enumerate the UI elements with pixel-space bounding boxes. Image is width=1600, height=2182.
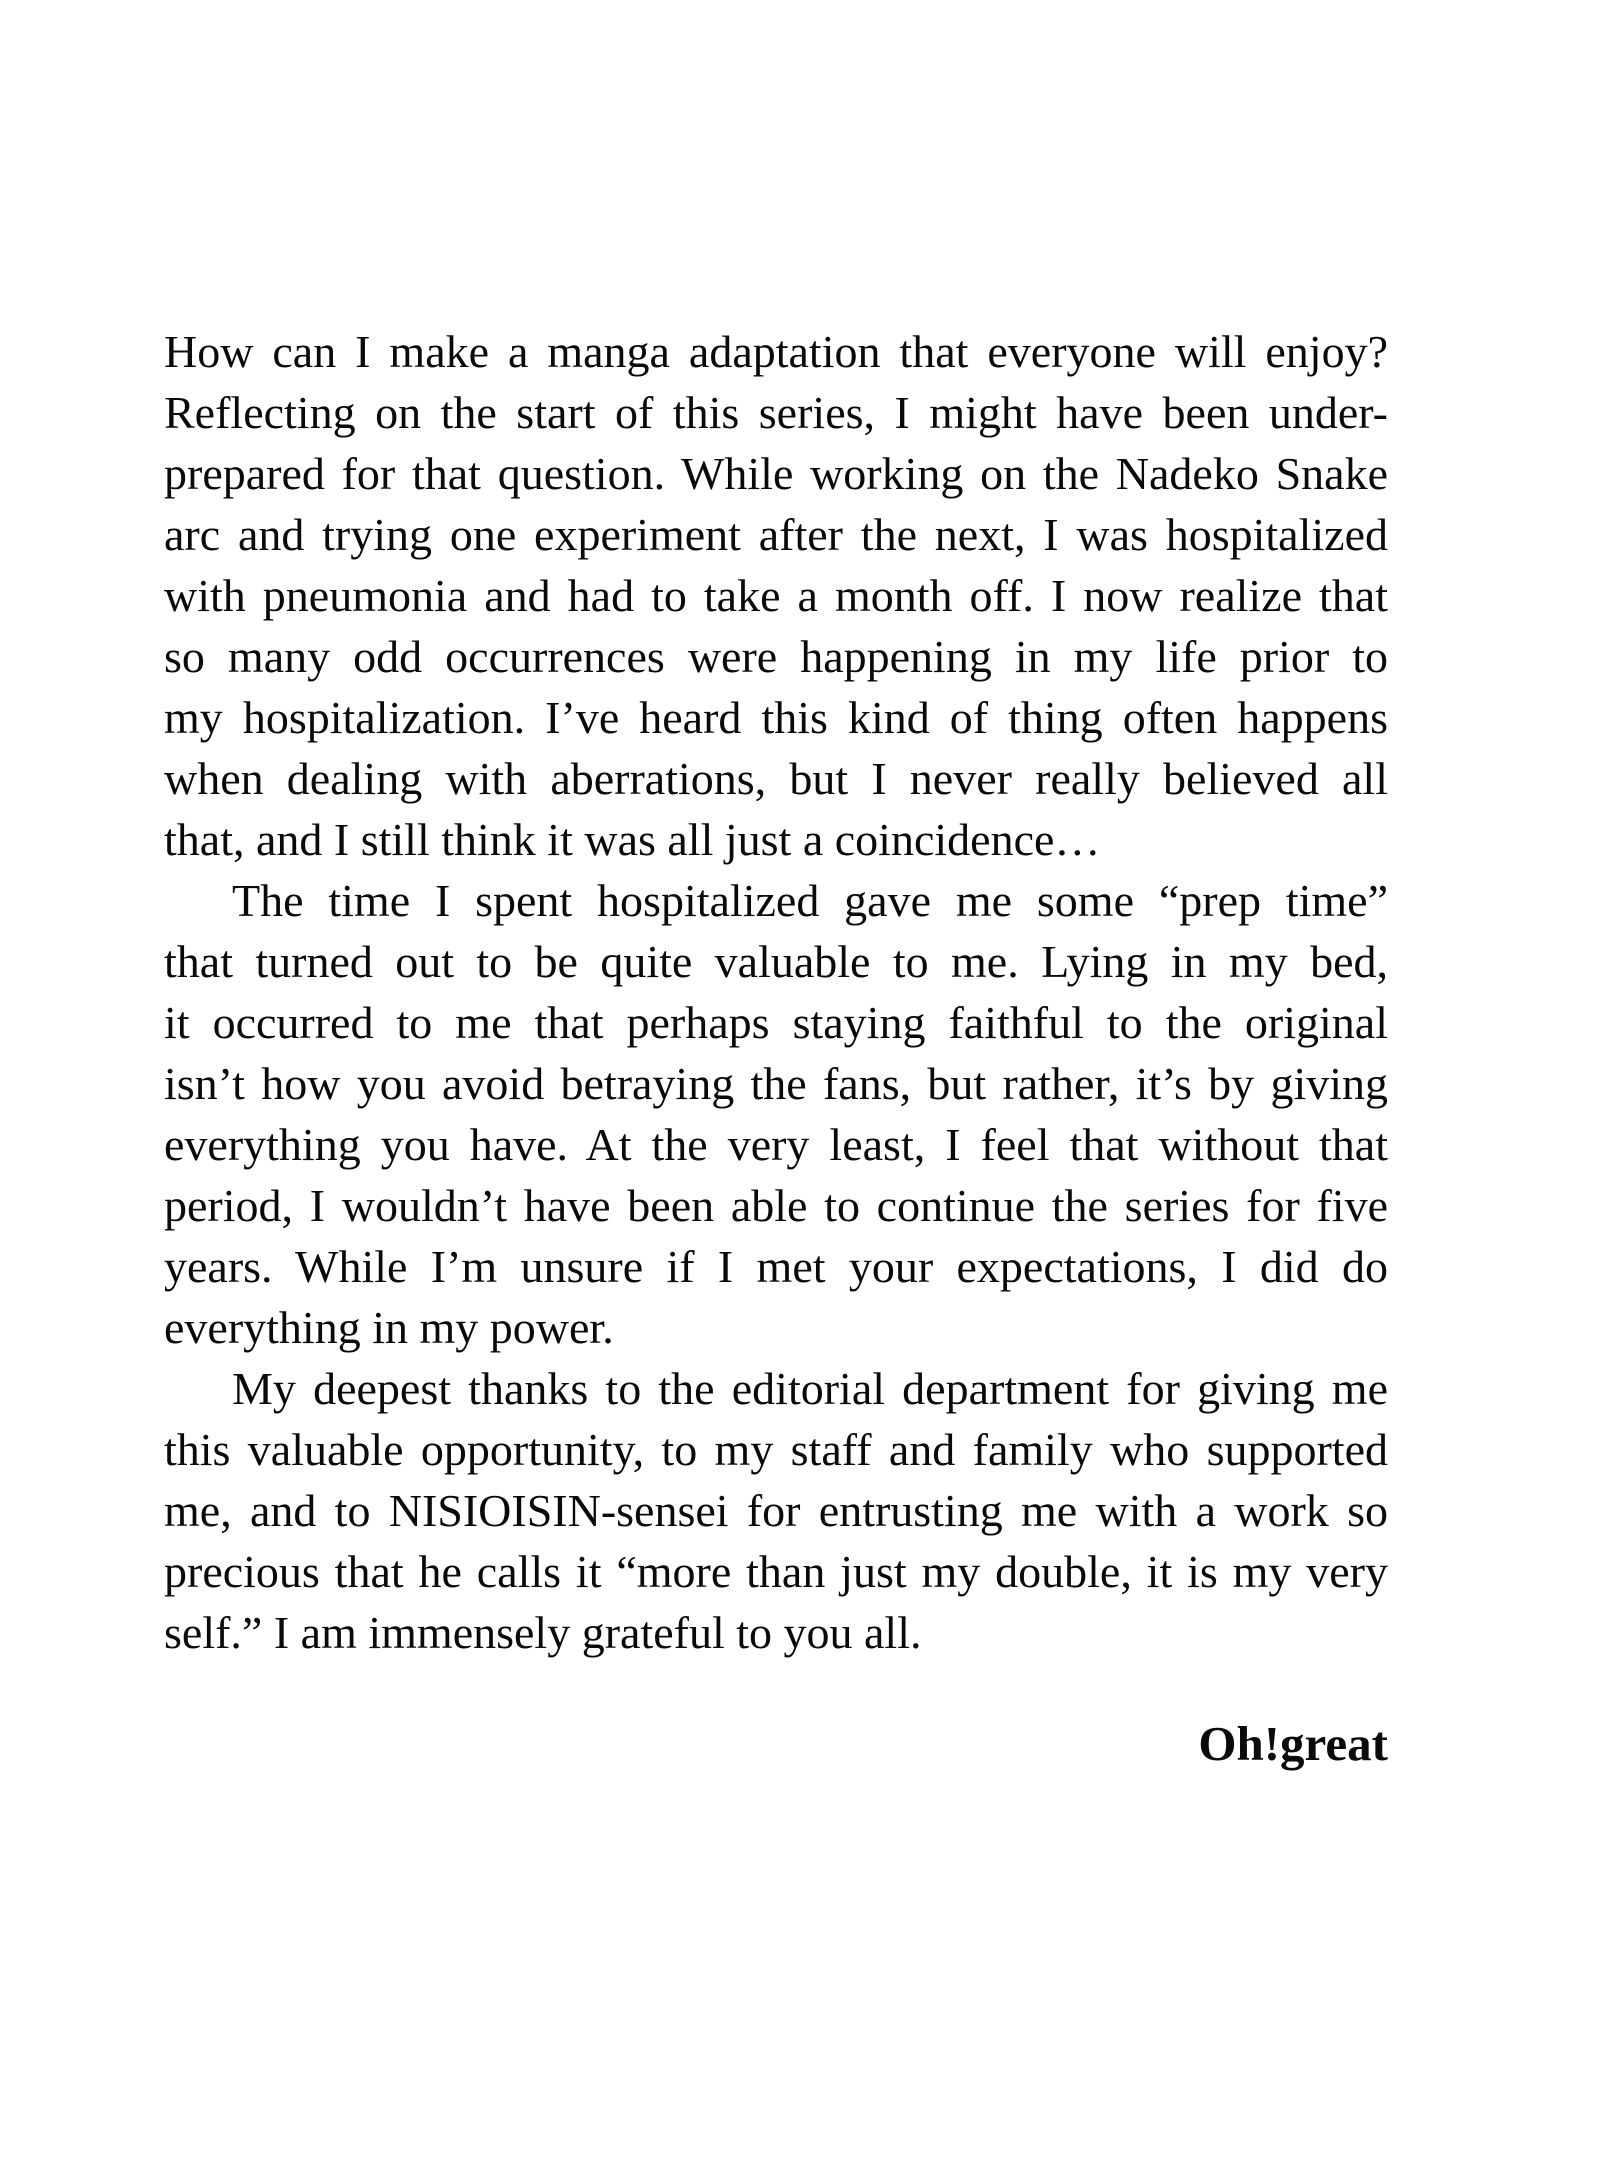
text-line: that turned out to be quite valuable to me. Lying in my bed,: [164, 936, 1388, 987]
text-line: Reflecting on the start of this series, I might have been under-: [164, 387, 1388, 438]
paragraph: [164, 870, 1388, 1358]
text-line: everything you have. At the very least, I feel that without that: [164, 1119, 1388, 1170]
text-line: How can I make a manga adaptation that everyone will enjoy?: [164, 326, 1388, 377]
text-line: it occurred to me that perhaps staying faithful to the original: [164, 997, 1388, 1048]
text-line: with pneumonia and had to take a month off. I now realize that: [164, 570, 1388, 621]
text-line: everything in my power.: [164, 1302, 614, 1353]
text-line: my hospitalization. I’ve heard this kind of thing often happens: [164, 692, 1388, 743]
text-line: precious that he calls it “more than just my double, it is my very: [164, 1546, 1388, 1597]
text-line: so many odd occurrences were happening in my life prior to: [164, 631, 1388, 682]
text-line: me, and to NISIOISIN-sensei for entrusting me with a work so: [164, 1485, 1388, 1536]
text-line: The time I spent hospitalized gave me some “prep time”: [232, 875, 1388, 926]
author-signature: Oh!great: [1198, 1716, 1388, 1771]
text-line: arc and trying one experiment after the next, I was hospitalized: [164, 509, 1388, 560]
paragraph: [164, 1358, 1388, 1663]
text-line: My deepest thanks to the editorial department for giving me: [232, 1363, 1388, 1414]
text-line: when dealing with aberrations, but I never really believed all: [164, 753, 1388, 804]
text-line: that, and I still think it was all just a coincidence…: [164, 814, 1101, 865]
text-line: this valuable opportunity, to my staff and family who supported: [164, 1424, 1388, 1475]
text-line: period, I wouldn’t have been able to continue the series for five: [164, 1180, 1388, 1231]
text-block: [164, 321, 1388, 1774]
text-line: isn’t how you avoid betraying the fans, but rather, it’s by giving: [164, 1058, 1388, 1109]
text-line: self.” I am immensely grateful to you all.: [164, 1607, 922, 1658]
text-line: prepared for that question. While working on the Nadeko Snake: [164, 448, 1388, 499]
paragraph: [164, 321, 1388, 870]
text-line: years. While I’m unsure if I met your expectations, I did do: [164, 1241, 1388, 1292]
